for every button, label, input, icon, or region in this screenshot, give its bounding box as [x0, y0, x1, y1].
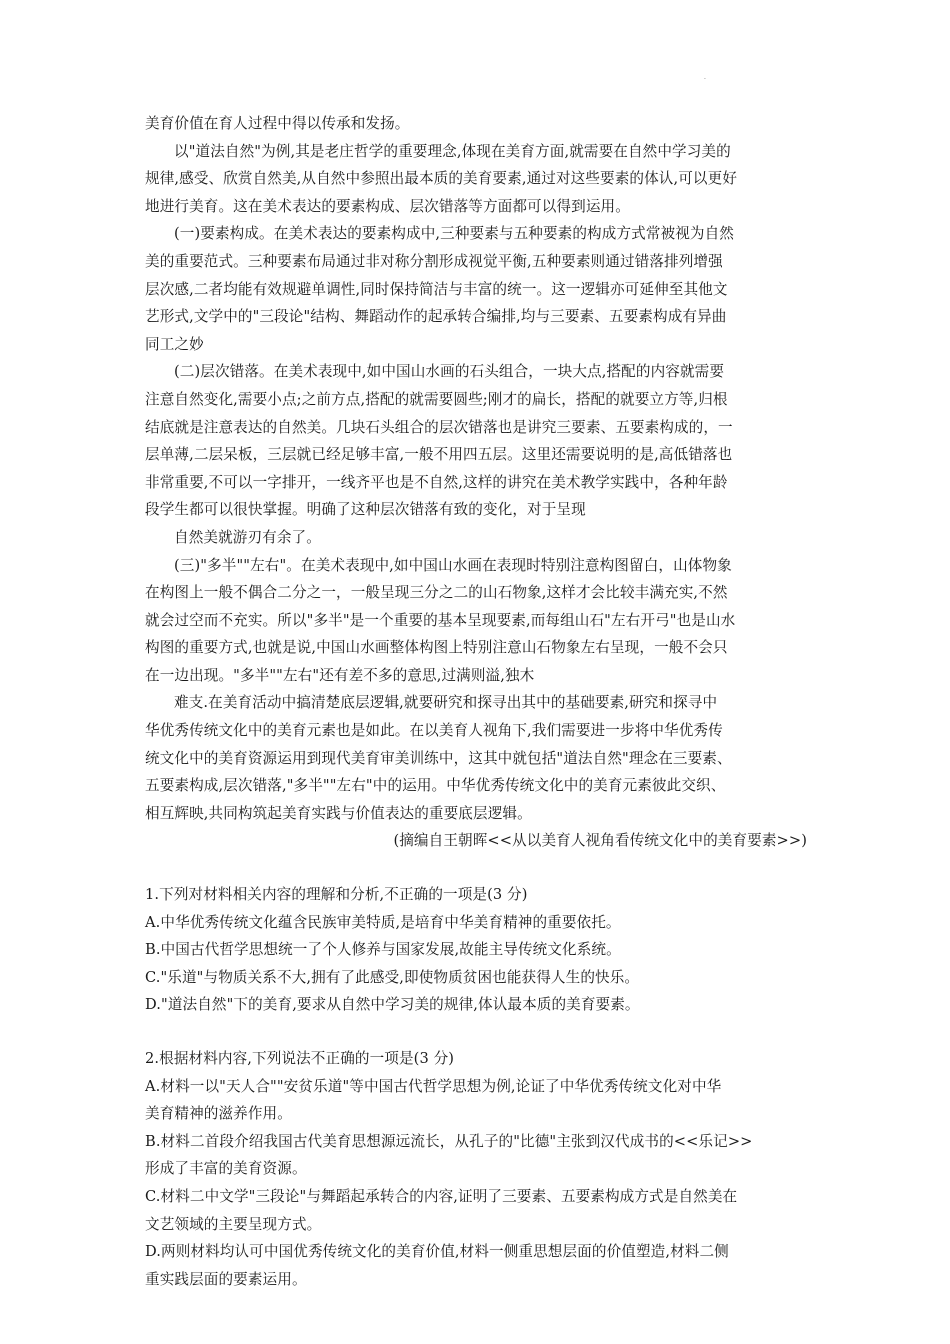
passage-line: 五要素构成,层次错落,"多半""左右"中的运用。中华优秀传统文化中的美育元素彼此交织、	[145, 777, 726, 795]
option-d: D.两则材料均认可中国优秀传统文化的美育价值,材料一侧重思想层面的价值塑造,材料二侧	[145, 1243, 729, 1261]
passage-line: 规律,感受、欣赏自然美,从自然中参照出最本质的美育要素,通过对这些要素的体认,可以更好	[145, 170, 738, 188]
option-a: A.中华优秀传统文化蕴含民族审美特质,是培育中华美育精神的重要依托。	[145, 913, 621, 931]
document-page	[145, 110, 810, 1293]
passage-line: 以"道法自然"为例,其是老庄哲学的重要理念,体现在美育方面,就需要在自然中学习美的	[174, 142, 731, 160]
option-a-continued: 美育精神的滋养作用。	[145, 1105, 292, 1123]
passage-line: 注意自然变化,需要小点;之前方点,搭配的就需要圆些;刚才的扁长，搭配的就要立方等,归根	[145, 390, 728, 408]
option-d: D."道法自然"下的美育,要求从自然中学习美的规律,体认最本质的美育要素。	[145, 996, 640, 1014]
passage-line: 难支.在美育活动中搞清楚底层逻辑,就要研究和探寻出其中的基础要素,研究和探寻中	[174, 694, 718, 712]
option-a: A.材料一以"天人合""安贫乐道"等中国古代哲学思想为例,论证了中华优秀传统文化对中华	[145, 1077, 722, 1095]
option-c: C."乐道"与物质关系不大,拥有了此感受,即使物质贫困也能获得人生的快乐。	[145, 968, 640, 986]
passage-line: (一)要素构成。在美术表达的要素构成中,三种要素与五种要素的构成方式常被视为自然	[174, 225, 734, 243]
passage-line: 美的重要范式。三种要素布局通过非对称分割形成视觉平衡,五种要素则通过错落排列增强	[145, 252, 723, 270]
passage-line: 统文化中的美育资源运用到现代美育审美训练中，这其中就包括"道法自然"理念在三要素、	[145, 749, 732, 767]
passage-line: 在一边出现。"多半""左右"还有差不多的意思,过满则溢,独木	[145, 666, 535, 684]
option-b: B.中国古代哲学思想统一了个人修养与国家发展,故能主导传统文化系统。	[145, 941, 621, 959]
option-b-continued: 形成了丰富的美育资源。	[145, 1160, 307, 1178]
option-c-continued: 文艺领域的主要呈现方式。	[145, 1215, 322, 1233]
option-d-continued: 重实践层面的要素运用。	[145, 1270, 307, 1288]
passage-line: 自然美就游刃有余了。	[174, 528, 321, 546]
question-stem: 2.根据材料内容,下列说法不正确的一项是(3 分)	[145, 1050, 455, 1067]
option-b: B.材料二首段介绍我国古代美育思想源远流长，从孔子的"比德"主张到汉代成书的<<乐记>>	[145, 1132, 753, 1150]
passage-line: 地进行美育。这在美术表达的要素构成、层次错落等方面都可以得到运用。	[145, 197, 630, 215]
passage-line: 艺形式,文学中的"三段论"结构、舞蹈动作的起承转合编排,均与三要素、五要素构成有异曲	[145, 308, 727, 326]
question-2	[145, 1045, 810, 1293]
passage-line: 同工之妙	[145, 335, 204, 353]
option-c: C.材料二中文学"三段论"与舞蹈起承转合的内容,证明了三要素、五要素构成方式是自然美在	[145, 1187, 738, 1205]
passage-line: 层单薄,二层呆板，三层就已经足够丰富,一般不用四五层。这里还需要说明的是,高低错落也	[145, 446, 733, 464]
page-mark: .	[704, 74, 706, 81]
question-1	[145, 881, 810, 1019]
passage-line: 相互辉映,共同构筑起美育实践与价值表达的重要底层逻辑。	[145, 804, 532, 822]
passage-line: 层次感,二者均能有效规避单调性,同时保持简洁与丰富的统一。这一逻辑亦可延伸至其他文	[145, 280, 728, 298]
passage-line: 就会过空而不充实。所以"多半"是一个重要的基本呈现要素,而每组山石"左右开弓"也是山水	[145, 611, 736, 629]
passage-line: (二)层次错落。在美术表现中,如中国山水画的石头组合，一块大点,搭配的内容就需要	[174, 363, 725, 381]
reading-passage	[145, 110, 810, 827]
passage-citation: (摘编自王朝晖<<从以美育人视角看传统文化中的美育要素>>)	[393, 832, 807, 850]
passage-line: 段学生都可以很快掌握。明确了这种层次错落有致的变化，对于呈现	[145, 501, 586, 519]
passage-line: 构图的重要方式,也就是说,中国山水画整体构图上特别注意山石物象左右呈现，一般不会只	[145, 639, 728, 657]
passage-line: 在构图上一般不偶合二分之一，一般呈现三分之二的山石物象,这样才会比较丰满充实,不然	[145, 584, 728, 602]
passage-line: 非常重要,不可以一字排开，一线齐平也是不自然,这样的讲究在美术教学实践中，各种年龄	[145, 473, 728, 491]
passage-line: 结底就是注意表达的自然美。几块石头组合的层次错落也是讲究三要素、五要素构成的，一	[145, 418, 733, 436]
passage-line: 美育价值在育人过程中得以传承和发扬。	[145, 115, 410, 132]
question-stem: 1.下列对材料相关内容的理解和分析,不正确的一项是(3 分)	[145, 886, 528, 904]
passage-line: 华优秀传统文化中的美育元素也是如此。在以美育人视角下,我们需要进一步将中华优秀传	[145, 722, 723, 740]
passage-line: (三)"多半""左右"。在美术表现中,如中国山水画在表现时特别注意构图留白，山体物象	[174, 556, 732, 574]
